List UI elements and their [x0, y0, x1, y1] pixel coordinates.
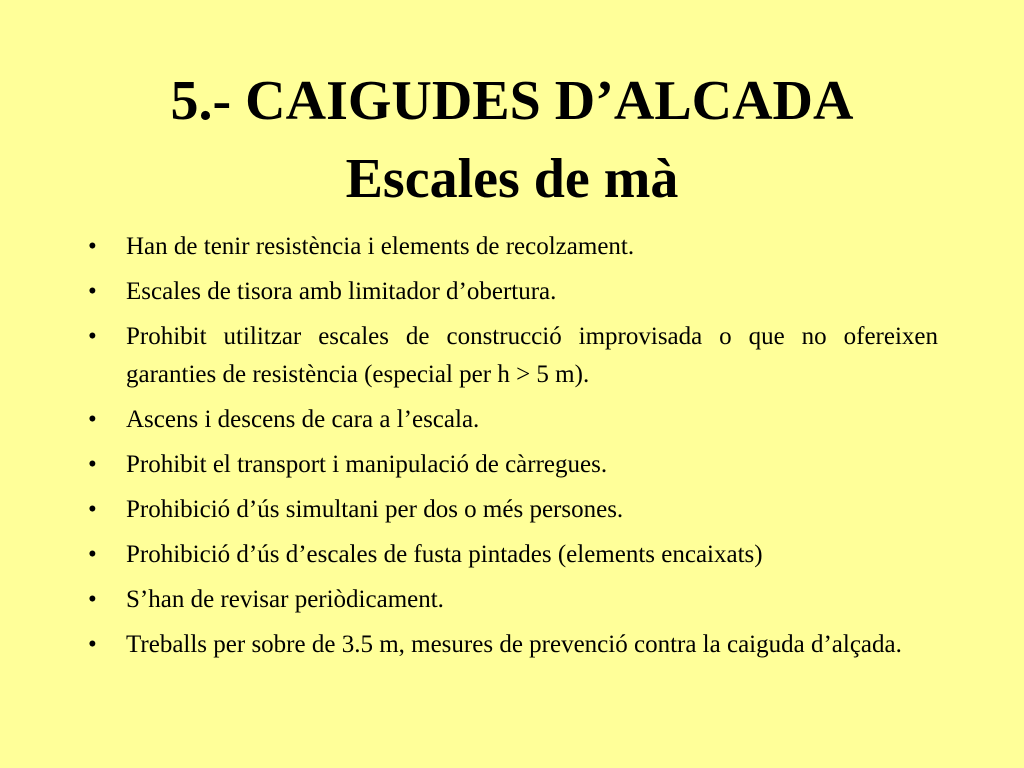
bullet-item	[88, 273, 938, 311]
bullet-item	[88, 536, 938, 574]
bullet-text: Treballs per sobre de 3.5 m, mesures de prevenció contra la caiguda d’alçada.	[126, 631, 902, 658]
bullet-dot-icon: •	[88, 586, 97, 613]
bullet-item	[88, 446, 938, 484]
bullet-item	[88, 491, 938, 529]
bullet-text: Prohibició d’ús simultani per dos o més persones.	[126, 496, 624, 523]
bullet-dot-icon: •	[88, 631, 97, 658]
bullet-item	[88, 581, 938, 619]
bullet-text: Escales de tisora amb limitador d’obertura.	[126, 278, 557, 305]
bullet-dot-icon: •	[88, 541, 97, 568]
bullet-item	[88, 401, 938, 439]
bullet-text: Prohibit utilitzar escales de construcció improvisada o que no ofereixen garanties de resistència (especial per h > 5 m).	[126, 323, 938, 388]
bullet-text: S’han de revisar periòdicament.	[126, 586, 444, 613]
slide-title	[0, 62, 1024, 218]
bullet-dot-icon: •	[88, 278, 97, 305]
bullet-item	[88, 626, 938, 664]
bullet-text: Ascens i descens de cara a l’escala.	[126, 406, 480, 433]
bullet-dot-icon: •	[88, 406, 97, 433]
bullet-text: Prohibit el transport i manipulació de càrregues.	[126, 451, 608, 478]
bullet-item	[88, 228, 938, 266]
title-main: 5.- CAIGUDES D’ALCADA	[170, 70, 854, 132]
bullet-text: Han de tenir resistència i elements de recolzament.	[126, 233, 635, 260]
bullet-list	[88, 228, 938, 671]
bullet-dot-icon: •	[88, 496, 97, 523]
bullet-item	[88, 318, 938, 394]
title-subtitle: Escales de mà	[345, 148, 679, 210]
bullet-dot-icon: •	[88, 451, 97, 478]
bullet-text: Prohibició d’ús d’escales de fusta pintades (elements encaixats)	[126, 541, 763, 568]
bullet-dot-icon: •	[88, 233, 97, 260]
bullet-dot-icon: •	[88, 323, 97, 350]
